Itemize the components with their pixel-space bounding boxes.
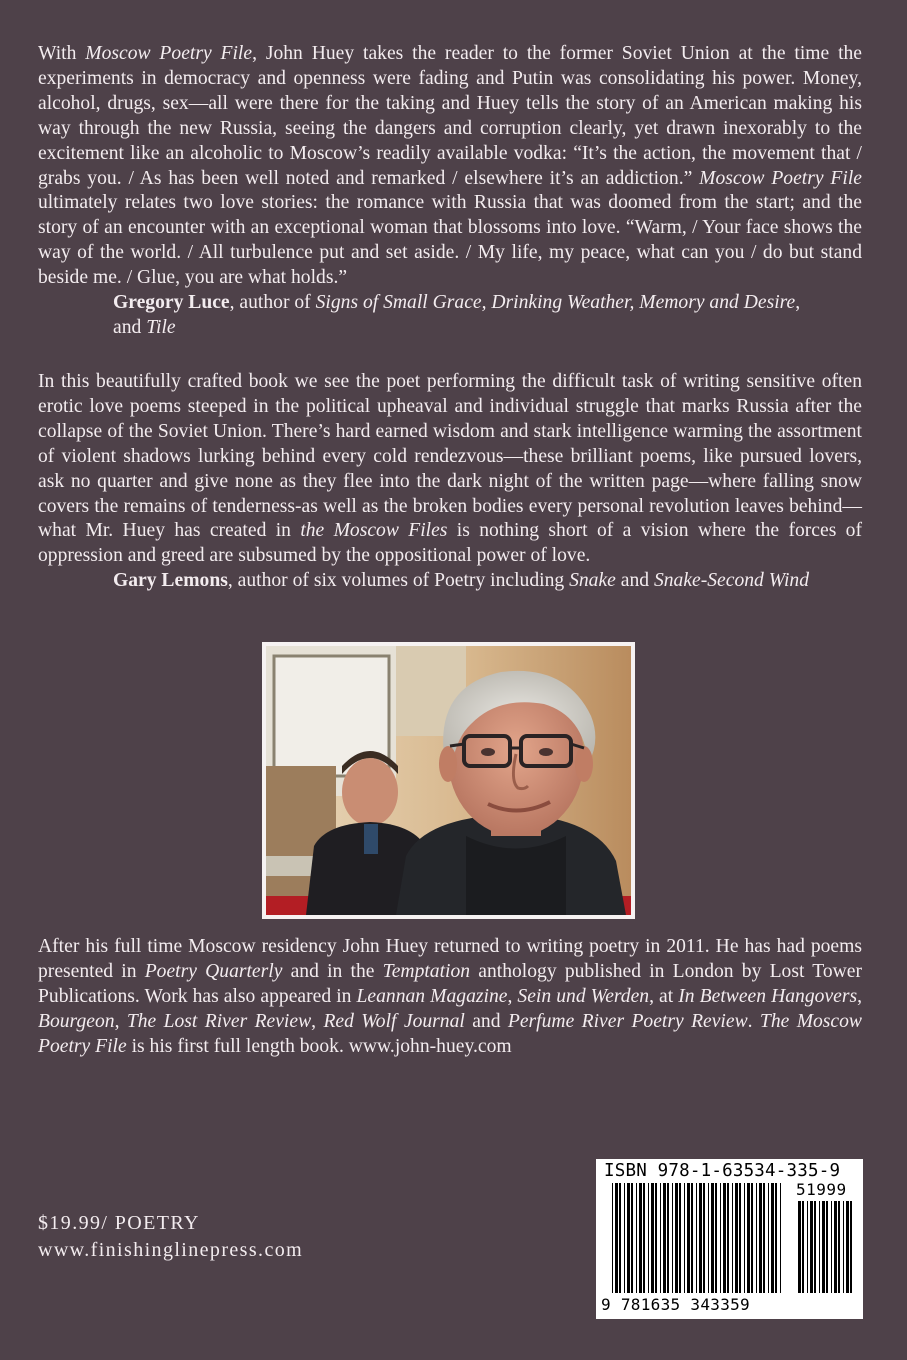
barcode-bar [663,1183,666,1293]
review-attribution: Gary Lemons, author of six volumes of Poetry including Snake and Snake-Second Wind [113,570,810,592]
barcode-bar [850,1201,852,1293]
author-photo [262,642,635,919]
review-gary-lemons [38,370,862,594]
barcode-bar [691,1183,693,1293]
review-text: In this beautifully crafted book we see the poet performing the difficult task of writing sensitive often erotic love poems steeped in the political upheaval and individual struggle that marks Russia after the collapse of the Soviet Union. There’s hard earned wisdom and stark intelligence warming the assortment of violent shadows lurking behind every cold rendezvous—these brilliant poems, like pursued lovers, ask no quarter and give none as they flee into the dark night of the written page—where falling snow covers the remains of tenderness-as well as the broken bodies every personal revolution leaves behind—what Mr. Huey has created in the Moscow Files is nothing short of a vision where the forces of oppression and greed are subsumed by the oppositional power of love. [38,371,862,567]
barcode-bar [838,1201,840,1293]
ean-digits: 9 781635 343359 [601,1295,750,1314]
barcode-bar [768,1183,769,1293]
barcode-bar [834,1201,837,1293]
barcode-bar [819,1201,820,1293]
barcode-bar [747,1183,750,1293]
barcode-bar [810,1201,813,1293]
barcode-bar [831,1201,832,1293]
barcode-bar [643,1183,645,1293]
barcode-bar [739,1183,741,1293]
barcode-bar [715,1183,717,1293]
barcode-bar [798,1201,801,1293]
barcode-bar [699,1183,702,1293]
barcode-bar [826,1201,828,1293]
publisher-website: www.finishinglinepress.com [38,1239,304,1261]
barcode-bar [619,1183,621,1293]
barcode-bar [708,1183,709,1293]
barcode-bar [727,1183,729,1293]
barcode-bar [696,1183,697,1293]
barcode-bar [684,1183,685,1293]
isbn-barcode [596,1159,863,1319]
barcode-bar [655,1183,657,1293]
barcode-bar [672,1183,673,1293]
barcode-bar [615,1183,618,1293]
barcode-bar [723,1183,726,1293]
barcode-bar [627,1183,630,1293]
barcode-bar [675,1183,678,1293]
barcode-bar [631,1183,633,1293]
barcode-bar [846,1201,849,1293]
review-attribution: Gregory Luce, author of Signs of Small Grace, Drinking Weather, Memory and Desire, and Tile [113,292,801,338]
barcode-bar [759,1183,762,1293]
barcode-bar [751,1183,753,1293]
barcode-bar [732,1183,733,1293]
barcode-bar [802,1201,804,1293]
barcode-bar [651,1183,654,1293]
barcode-bar [756,1183,757,1293]
price-category: $19.99/ POETRY [38,1212,200,1234]
review-gregory-luce [38,42,862,341]
barcode-bar [679,1183,681,1293]
author-bio: After his full time Moscow residency John Huey returned to writing poetry in 2011. He has had poems presented in Poetry Quarterly and in the Temptation anthology published in London by Lost Tower Publications. Work has also appeared in Leannan Magazine, Sein und Werden, at In Between Hangovers, Bourgeon, The Lost River Review, Red Wolf Journal and Perfume River Poetry Review. The Moscow Poetry File is his first full length book. www.john-huey.com [38,936,863,1057]
barcode-bar [807,1201,808,1293]
barcode-bar [624,1183,625,1293]
barcode-bar [703,1183,705,1293]
barcode-bar [648,1183,649,1293]
barcode-bar [843,1201,844,1293]
barcode-bar [763,1183,765,1293]
barcode-bar [822,1201,825,1293]
barcode-bar [636,1183,637,1293]
barcode-price-code: 51999 [796,1180,847,1199]
barcode-bar [735,1183,738,1293]
barcode-bar [744,1183,745,1293]
barcode-bar [711,1183,714,1293]
barcode-bar [775,1183,777,1293]
review-text: With Moscow Poetry File, John Huey takes the reader to the former Soviet Union at the time the experiments in democracy and openness were fading and Putin was consolidating his power. Money, alcohol, drugs, sex—all were there for the taking and Huey tells the story of an American making his way through the new Russia, seeing the dangers and corruption clearly, yet drawn inexorably to the excitement like an alcoholic to Moscow’s readily available vodka: “It’s the action, the movement that / grabs you. / As has been well noted and remarked / elsewhere it’s an addiction.” Moscow Poetry File ultimately relates two love stories: the romance with Russia that was doomed from the start; and the story of an encounter with an exceptional woman that blossoms into love. “Warm, / Your face shows the way of the world. / All turbulence put and set aside. / My life, my peace, what can you / do but stand beside me. / Glue, you are what holds.” [38,43,863,289]
isbn-number: ISBN 978-1-63534-335-9 [604,1161,841,1181]
barcode-bar [612,1183,613,1293]
barcode-bar [780,1183,781,1293]
barcode-bar [667,1183,669,1293]
barcode-bar [639,1183,642,1293]
barcode-bar [771,1183,774,1293]
barcode-bar [814,1201,816,1293]
barcode-bar [720,1183,721,1293]
barcode-bar [660,1183,661,1293]
barcode-bar [687,1183,690,1293]
price-block [38,1210,303,1264]
